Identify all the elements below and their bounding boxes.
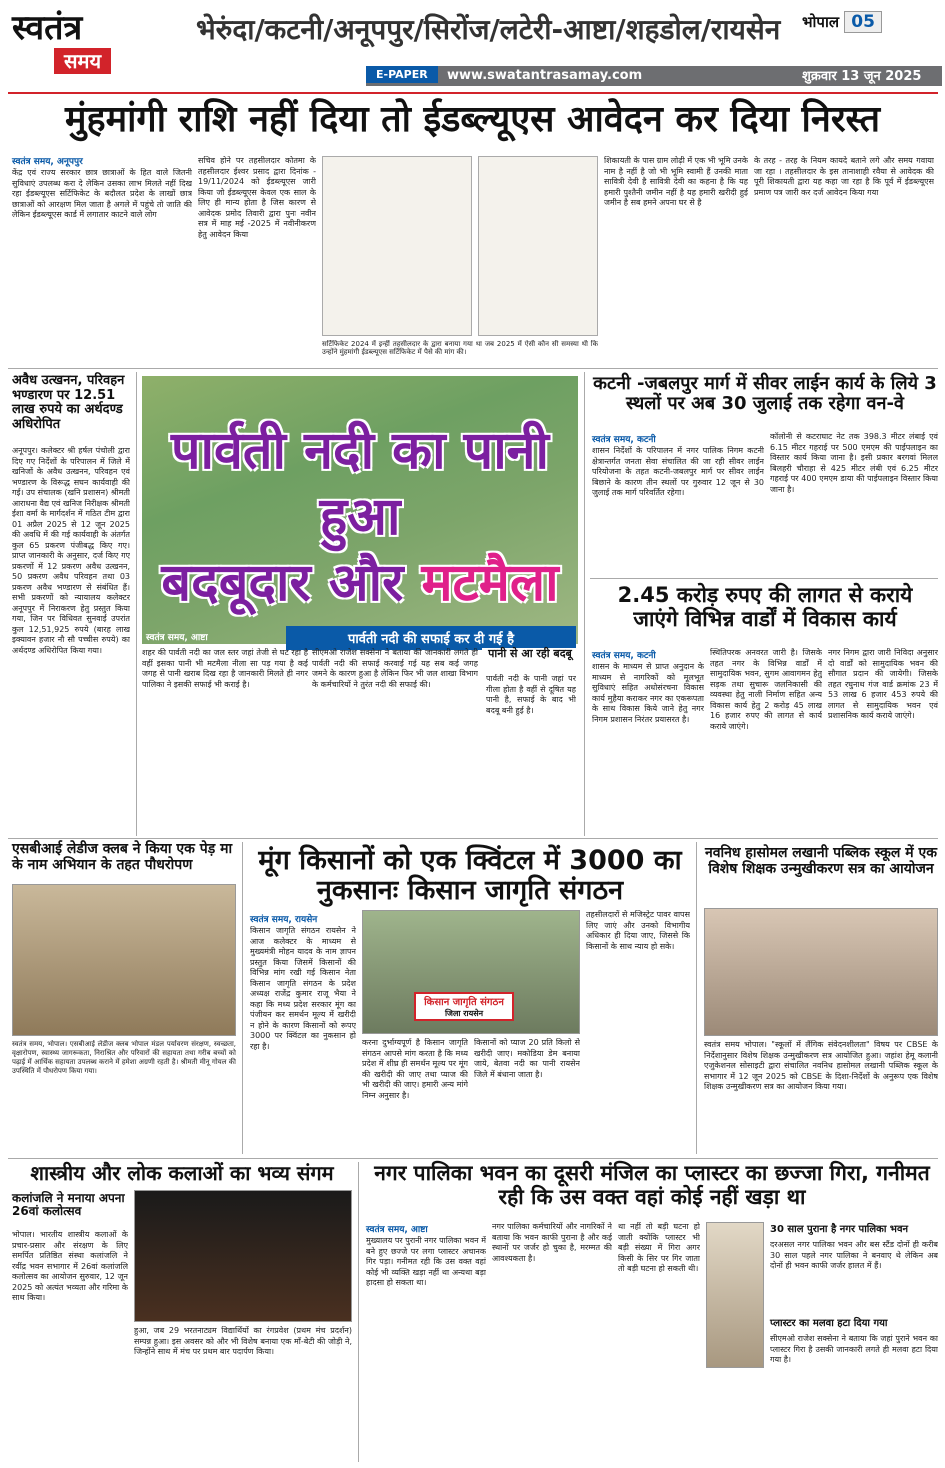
dateline: शुक्रवार 13 जून 2025 [802,69,922,84]
moong-banner-subtext: जिला रायसेन [444,1009,484,1018]
plaster-side-body-2: सीएमओ राजेश सक्सेना ने बताया कि जहां पुराने भवन का प्लास्टर गिरा है उसकी जानकारी लगते ही मलवा हटा दिया गया है। [770,1334,938,1364]
river-col-1: शहर की पार्वती नदी का जल स्तर जहां तेजी से घट रहा है वहीं इसका पानी भी मटमैला नीला सा पड़ गया है कई जगह से पानी खराब दिख रहा है जानकारी मिलते ही नगर पालिका ने इसकी सफाई भी कराई है। [142,648,308,689]
navanidh-headline: नवनिध हासोमल लखानी पब्लिक स्कूल में एक विशेष शिक्षक उन्मुखीकरण सत्र का आयोजन [704,845,938,877]
dev-col-2: स्थितिपरक अनवरत जारी है। जिसके तहत नगर के विभिन्न वार्डों में सामुदायिक भवन, सुगम आवागमन हेतु सड़क तथा सुचारू जलनिकासी की व्यवस्था हेतु नाली निर्माण सहित अन्य विकास कार्य हेतु 2 करोड़ 45 लाख 16 हजार रुपए की लागत से कार्य कराये जाएंगे। [710,648,822,731]
district-list: भेरुंदा/कटनी/अनूपपुर/सिरोंज/लटेरी-आष्टा/शहडोल/रायसेन [196,13,781,46]
navanidh-body: स्वतंत्र समय भोपाल। "स्कूलों में लैंगिक संवेदनशीलता" विषय पर CBSE के निर्देशानुसार विशेष शिक्षक उन्मुखीकरण सत्र आयोजित हुआ। जहांश हेमू कलानी एजुकेशनल सोसाइटी द्वारा संचालित नवनिध हासोमल लखानी पब्लिक स्कूल के सभागार में 12 जून 2025 को CBSE के दिशा-निर्देशों के अनुरूप एक विशेष शिक्षक उन्मुखीकरण सत्र का आयोजन किया गया। [704,1040,938,1091]
river-title-part-b: मटमैला [421,553,559,613]
river-side-caption-box [482,648,578,672]
moong-banner [414,992,514,1021]
moong-col-4: किसानों को प्याज 20 प्रति किलो से खरीदी जाए। मकोडिया डेम बनाया जाये, बेतवा नदी का पानी रायसेन जिले में बंधाना जाता है। [474,1038,580,1079]
divider [136,372,137,836]
divider [8,368,938,369]
edition-label [802,12,882,32]
river-col-2: सीएमओ राजेश सक्सेना ने बताया की जानकारी लगते ही पार्वती नदी की सफाई करवाई गई यह सब कई जगह जमने के कारण हुआ है लेकिन फिर भी जल शाखा विभाग के कर्मचारियों ने तुरंत नदी की सफाई की। [312,648,478,689]
moong-col-3: तहसीलदारों से मजिस्ट्रेट पावर वापस लिए जाएं और उनको विभागीय अधिकार ही दिया जाए, जिससे कि किसानों के साथ न्याय हो सके। [586,910,690,951]
lead-col-2: सचिव होने पर तहसीलदार कोतमा के तहसीलदार ईश्वर प्रसाद द्वारा दिनांक - 19/11/2024 को ईडब्ल्यूएस जारी किया जो ईडब्ल्यूएस केवल एक साल के लिए ही मान्य होता है जिस कारण से आवेदक प्रमोद तिवारी द्वारा पुनः नवीन सत्र में माह मई -2025 में नवीनीकरण हेतु आवेदन किया [198,156,316,239]
sbi-photo [12,884,236,1036]
plaster-side-head-2: प्लास्टर का मलवा हटा दिया गया [770,1318,888,1329]
river-caption: पार्वती नदी की सफाई कर दी गई है [286,626,576,650]
plaster-col-1: मुख्यालय पर पुरानी नगर पालिका भवन में बने हुए छज्जे पर लगा प्लास्टर अचानक गिर पड़ा। गनीमत रही कि उस वक्त वहां कोई भी व्यक्ति खड़ा नहीं था अन्यथा बड़ा हादसा हो सकता था। [366,1236,486,1287]
plaster-col-3: था नहीं तो बड़ी घटना हो जाती क्योंकि प्लास्टर भी बड़ी संख्या में गिरा अगर किसी के सिर पर गिर जाता तो बड़ी घटना हो सकती थी। [618,1222,700,1273]
divider [8,838,938,839]
plaster-col-2: नगर पालिका कर्मचारियों और नागरिकों ने बताया कि भवन काफी पुराना है और कई स्थानों पर जर्जर हो चुका है, मरम्मत की आवश्यकता है। [492,1222,612,1263]
lead-col-3: शिकायती के पास ग्राम लोढ़ी में एक भी भूमि उनके नाम है नहीं है जो भी भूमि स्वामी हैं उनकी माता सावित्री देवी है सावित्री देवी का कहना है कि यह हमारी पुश्तैनी जमीन नहीं है यह हमारी खरीदी हुई जमीन है सब हमने अपना घर से है [604,156,748,207]
divider [696,842,697,1154]
sewer-byline: स्वतंत्र समय, कटनी [592,435,656,445]
divider [358,1162,359,1462]
classical-headline: शास्त्रीय और लोक कलाओं का भव्य संगम [30,1161,334,1185]
lead-col-1: केंद्र एवं राज्य सरकार छात्र छात्राओं के हित वाले जितनी सुविधाएं उपलब्ध करा दे लेकिन उसका लाभ मिलते नहीं दिख रहा ईडब्ल्यूएस सर्टिफिकेट के बदौलत प्रदेश के लाखों छात्र छात्राओं को आरक्षण मिल जाता है अगले में पहुंचे तो जाति की लेकिन ईडब्ल्यूएस कार्ड में लगातार काटने वाले लोग [12,168,192,219]
logo-top-text: स्वतंत्र [12,8,83,48]
lead-byline: स्वतंत्र समय, अनूपपुर [12,157,83,167]
mining-body: अनूपपुर। कलेक्टर श्री हर्षल पंचोली द्वारा दिए गए निर्देशों के परिपालन में जिले में खनिजों के अवैध उत्खनन, परिवहन एवं भण्डारण के विरूद्ध सघन कार्यवाही की गई। उप संचालक (खनि प्रशासन) श्रीमती आराधना वैद्य एवं खनिज निरीक्षक श्रीमती ईशा वर्मा के मार्गदर्शन में गठित टीम द्वारा 01 अप्रैल 2025 से 12 जून 2025 की अवधि में की गई कार्यवाही के अंतर्गत कुल 65 प्रकरण पंजीबद्ध किए गए। प्राप्त जानकारी के अनुसार, दर्ज किए गए प्रकरणों में 12 प्रकरण अवैध उत्खनन, 50 प्रकरण अवैध परिवहन तथा 03 प्रकरण अवैध भण्डारण से संबंधित हैं। सभी प्रकरणों को न्यायालय कलेक्टर अनूपपुर में निराकरण हेतु प्रस्तुत किया गया, जिन पर विधिवत सुनवाई उपरांत कुल 12,51,925 रुपये (बारह लाख इक्यावन हजार नौ सौ पच्चीस रुपये) का अर्थदण्ड अधिरोपित किया गया। [12,446,130,655]
masthead-rule [8,92,938,94]
sbi-headline: एसबीआई लेडीज क्लब ने किया एक पेड़ मा के नाम अभियान के तहत पौधरोपण [12,841,233,873]
river-col-3: पार्वती नदी के पानी जहां पर गीला होता है वहीं से दूषित यह पानी है, सफाई के बाद भी बदबू बनी हुई है। [486,674,576,715]
sewer-col-1: शासन निर्देशों के परिपालन में नगर पालिक निगम कटनी क्षेत्रान्तर्गत जनता सेवा संचालित की जा रही सीवर लाईन परियोजना के तहत कटनी-जबलपुर मार्ग पर सीवर लाईन बिछाने के कारण तीन स्थलों पर गुरुवार 12 जून से 30 जुलाई तक मार्ग परिवर्तित रहेगा। [592,446,764,497]
sbi-body: स्वतंत्र समय, भोपाल। एसबीआई लेडीज क्लब भोपाल मंडल पर्यावरण संरक्षण, स्वच्छता, वृक्षारोपण, स्वास्थ्य जागरूकता, निराश्रित और परिवारों की सहायता तथा गरीब बच्चों को पढ़ाई में आर्थिक सहायता उपलब्ध कराने में हमेशा अग्रणी रहती है। श्रीमती मीनू गोयल की उपस्थिति में पौधरोपण किया गया। [12,1040,236,1075]
classical-col-2: हुआ, जब 29 भरतनाट्यम विद्यार्थियों का रंगप्रवेश (प्रथम मंच प्रदर्शन) सम्पन्न हुआ। इस अवसर को और भी विशेष बनाया एक माँ-बेटी की जोड़ी ने, जिन्होंने साथ में मंच पर प्रथम बार पदार्पण किया। [134,1326,352,1356]
moong-headline: मूंग किसानों को एक क्विंटल में 3000 का नुकसानः किसान जागृति संगठन [258,845,682,907]
classical-dance-photo [134,1190,352,1322]
plaster-side-body-1: दरअसल नगर पालिका भवन और बस स्टैंड दोनों ही करीब 30 साल पहले नगर पालिका ने बनवाए थे लेकिन अब दोनों ही भवन काफी जर्जर हालत में हैं। [770,1240,938,1270]
moong-col-1: किसान जागृति संगठन रायसेन ने आज कलेक्टर के माध्यम से मुख्यमंत्री मोहन यादव के नाम ज्ञापन प्रस्तुत किया जिसमें किसानों की विभिन्न मांग रखी गई किसान नेता किसान जागृति संगठन के प्रदेश अध्यक्ष राजेंद्र कुमार राजू भैया ने कहा कि मध्य प्रदेश सरकार मूंग का पंजीयन कर समर्थन मूल्य में खरीदी न होने के कारण किसानों को रूपए 3000 पर क्विंटल का नुकसान हो रहा है। [250,926,356,1051]
moong-col-2: करना दुर्भाग्यपूर्ण है किसान जागृति संगठन आपसे मांग करता है कि मध्य प्रदेश में शीघ्र ही समर्थन मूल्य पर मूंग की खरीदी की जाए तथा प्याज की भी खरीदी की जाए। हमारी अन्य मांगे निम्न अनुसार है। [362,1038,468,1100]
lead-doc-caption: सर्टिफिकेट 2024 में इन्हीं तहसीलदार के द्वारा बनाया गया था जब 2025 में ऐसी कौन सी समस्या थी कि उन्होंने मुंहमांगी ईडब्ल्यूएस सर्टिफिकेट में पैसे की मांग की। [322,340,598,356]
masthead-logo [12,8,172,78]
page-number: 05 [844,11,882,33]
river-title [142,418,578,616]
river-title-part-a: बदबूदार और [161,553,422,613]
divider [584,372,585,836]
river-title-line-1: पार्वती नदी का पानी हुआ [170,421,549,547]
plaster-photo [706,1222,764,1368]
mining-headline: अवैध उत्खनन, परिवहन भण्डारण पर 12.51 लाख रुपये का अर्थदण्ड अधिरोपित [12,373,125,432]
lead-certificate-image [322,156,472,336]
river-byline: स्वतंत्र समय, आष्टा [146,633,208,643]
plaster-headline: नगर पालिका भवन का दूसरी मंजिल का प्लास्टर का छज्जा गिरा, गनीमत रही कि उस वक्त वहां कोई नहीं खड़ा था [374,1161,930,1209]
lead-headline: मुंहमांगी राशि नहीं दिया तो ईडब्ल्यूएस आवेदन कर दिया निरस्त [64,99,881,140]
divider [8,1158,938,1159]
plaster-byline: स्वतंत्र समय, आष्टा [366,1225,428,1235]
moong-banner-text: किसान जागृति संगठन [424,997,504,1008]
lead-application-image [478,156,598,336]
edition-city: भोपाल [802,13,840,31]
moong-byline: स्वतंत्र समय, रायसेन [250,915,318,925]
sewer-headline: कटनी -जबलपुर मार्ग में सीवर लाईन कार्य के लिये 3 स्थलों पर अब 30 जुलाई तक रहेगा वन-वे [593,373,937,415]
navanidh-photo [704,908,938,1036]
dev-headline: 2.45 करोड़ रुपए की लागत से कराये जाएंगे विभिन्न वार्डों में विकास कार्य [617,583,913,631]
dev-byline: स्वतंत्र समय, कटनी [592,651,656,661]
river-side-caption: पानी से आ रही बदबू [488,647,572,660]
divider [242,842,243,1154]
lead-col-4: के तरह - तरह के नियम कायदे बताने लगे और समय गवाया जा रहा । तहसीलदार के इस तानाशाही रवैया से आवेदक की पूरी शिकायती द्वारा यह कहा जा रहा है कि पूर्व में ईडब्ल्यूएस प्रमाण पत्र जारी कर दर्ज आवेदन किया गया [754,156,934,197]
river-title-line-2 [142,550,578,616]
logo-bottom-text: समय [54,48,111,74]
epaper-tag: E-PAPER [366,66,438,83]
dev-col-3: नगर निगम द्वारा जारी निविदा अनुसार दो वार्डों को सामुदायिक भवन की सौगात प्रदान की जायेगी। जिसके तहत रघुनाथ गंज वार्ड क्रमांक 23 में 53 लाख 6 हजार 453 रुपये की लागत से सामुदायिक भवन एवं प्रशासनिक कार्य कराये जाएंगे। [828,648,938,720]
sewer-col-2: कॉलोनी से कटराघाट नेट तक 398.3 मीटर लंबाई एवं 6.15 मीटर गहराई पर 500 एमएम की पाईपलाइन का विस्तार कार्य किया जाना है। इसी प्रकार बरगवां मिलल बिलहरी चौराहा से 425 मीटर लंबी एवं 6.25 मीटर गहराई पर 400 एमएम डाया की पाईपलाइन विस्तार किया जाना है। [770,432,938,494]
plaster-side-head-1: 30 साल पुराना है नगर पालिका भवन [770,1224,909,1235]
site-url[interactable]: www.swatantrasamay.com [447,68,643,83]
classical-col-1: भोपाल। भारतीय शास्त्रीय कलाओं के प्रचार-प्रसार और संरक्षण के लिए समर्पित प्रतिष्ठित संस्था कलांजलि ने रवींद्र भवन सभागार में 26वां कलांजलि कलोत्सव का आयोजन सुरुवार, 12 जून 2025 को अत्यंत भव्यता और गरिमा के साथ किया। [12,1230,128,1302]
dev-col-1: शासन के माध्यम से प्राप्त अनुदान के माध्यम से नागरिकों को मूलभूत सुविधाएं सहित अधोसंरचना विकास कार्य मुहैया कराकर नगर का एकरूपता के साथ विकास किये जाने हेतु नगर निगम प्रशासन निरंतर प्रयासरत है। [592,662,704,724]
divider [590,578,938,579]
classical-subhead: कलांजलि ने मनाया अपना 26वां कलोत्सव [12,1191,125,1219]
